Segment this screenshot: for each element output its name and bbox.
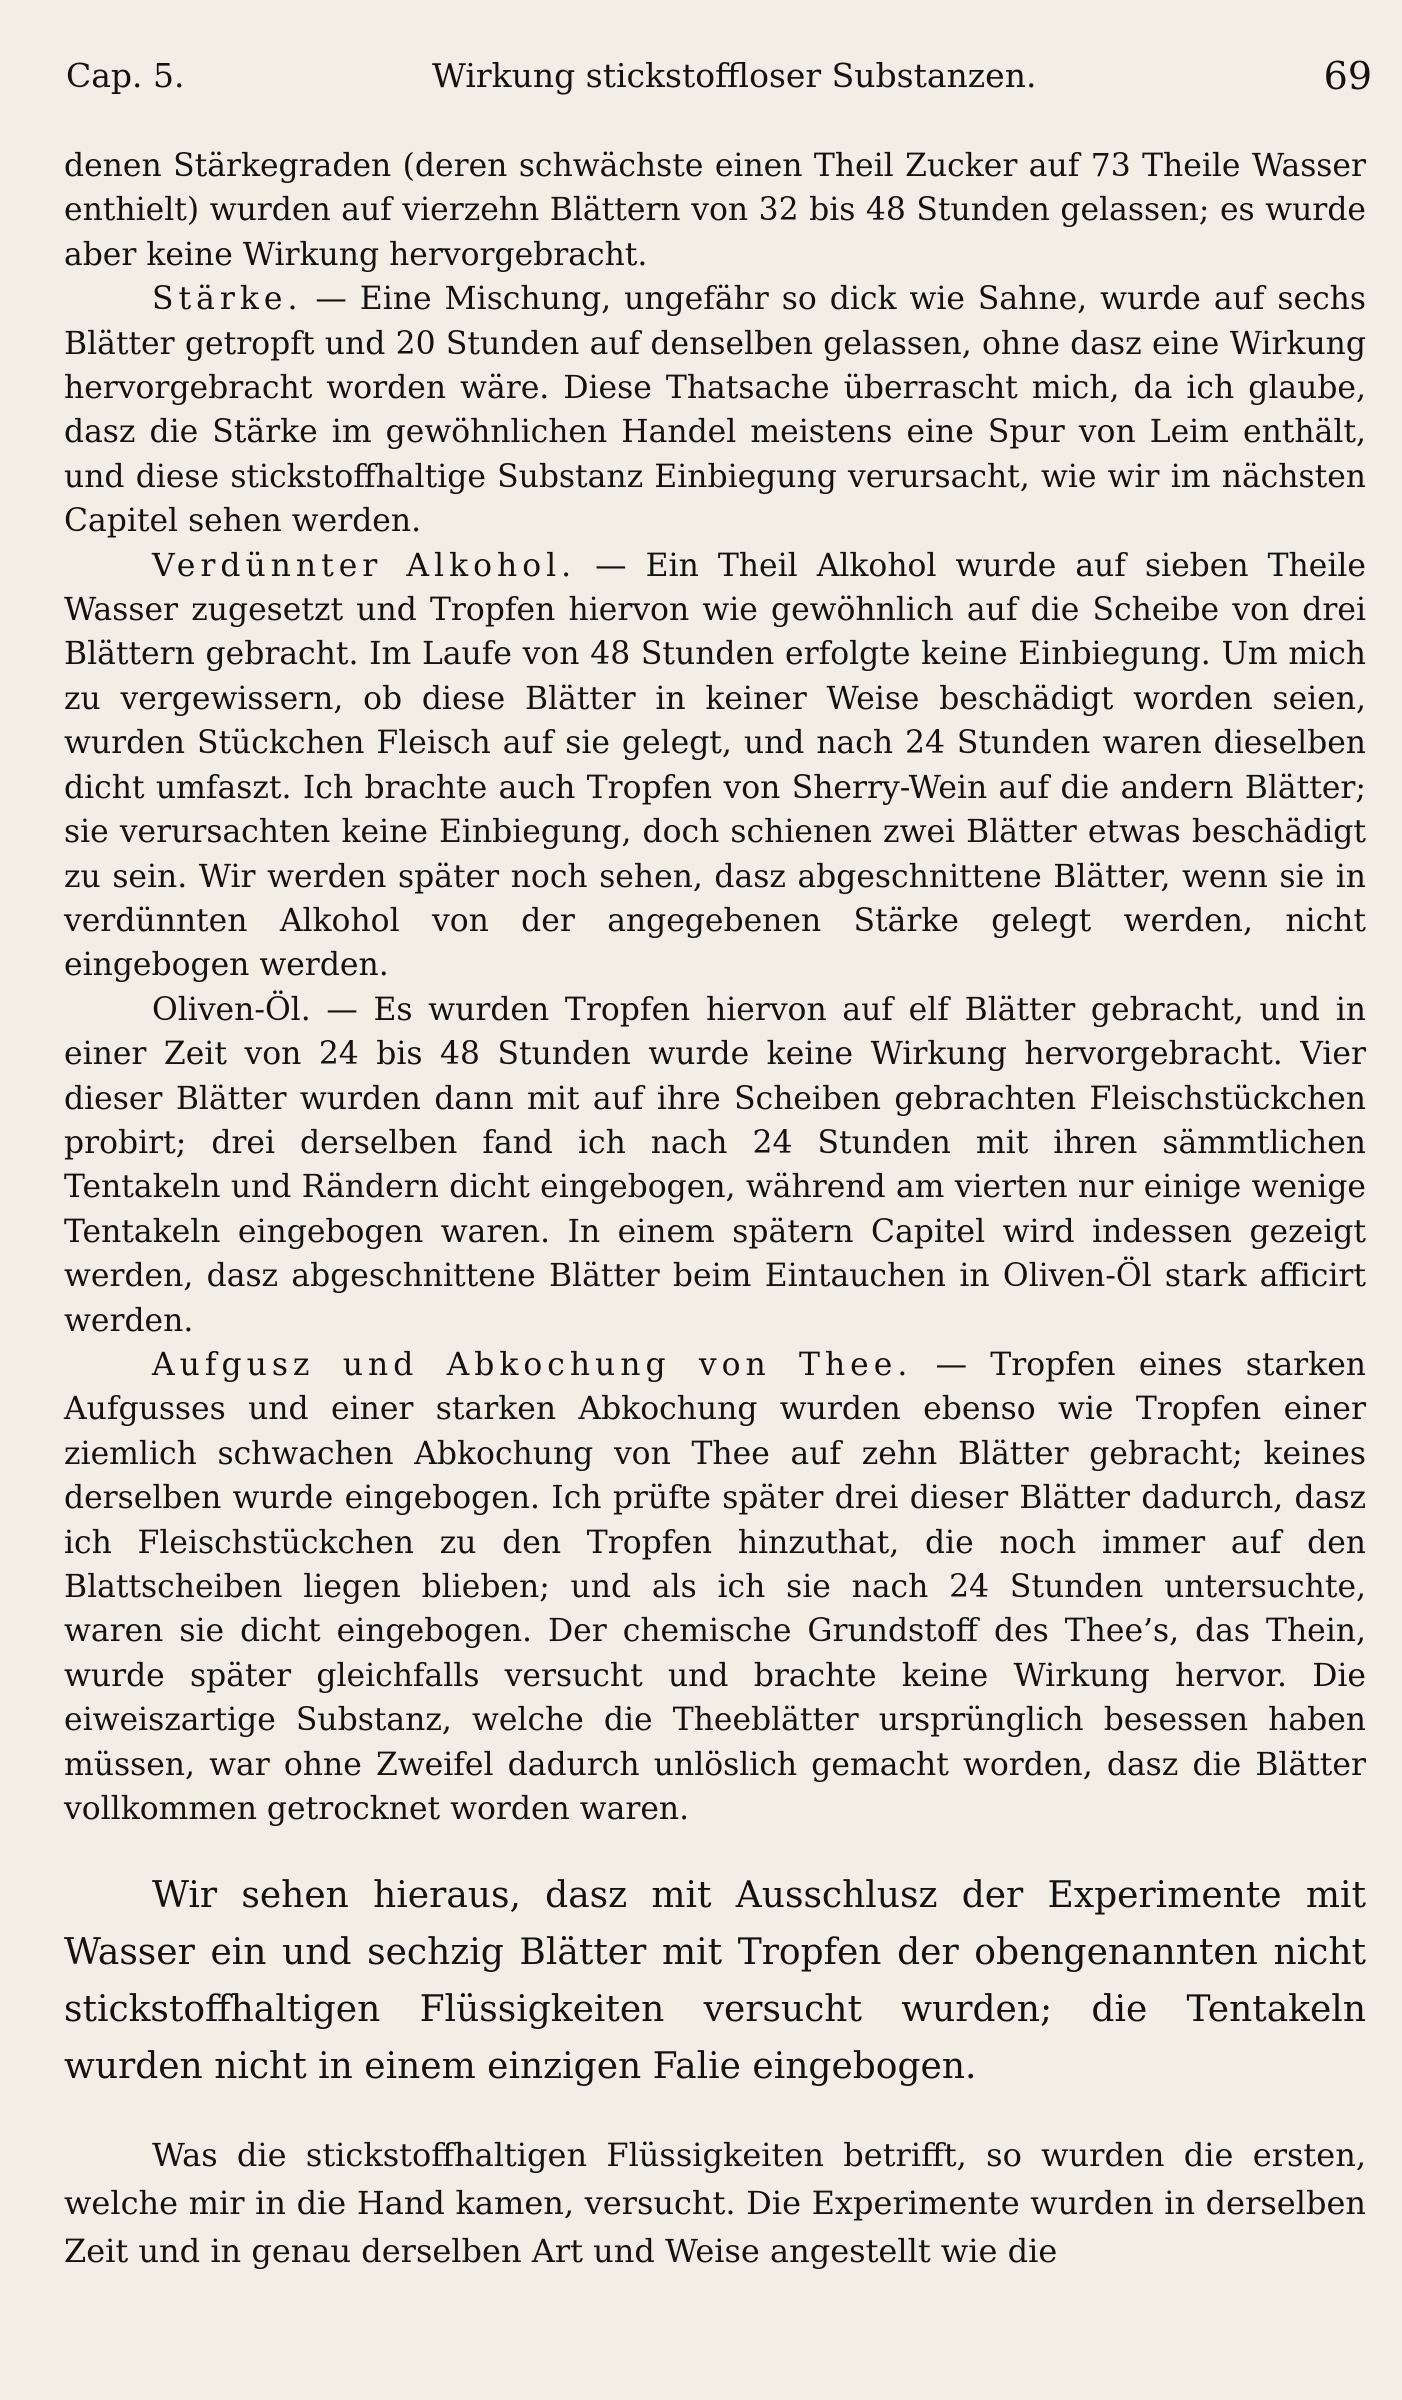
paragraph-text: — Eine Mischung, ungefähr so dick wie Sahne, wurde auf sechs Blätter getropft und 20 Stunden auf denselben gelassen, ohne dasz eine Wirkung hervorgebracht worden wäre. Diese Thatsache überrascht mich, da ich glaube, dasz die Stärke im gewöhnlichen Handel meistens eine Spur von Leim enthält, und diese stickstoffhaltige Substanz Einbiegung verursacht, wie wir im nächsten Capitel sehen werden.	[64, 281, 1366, 540]
paragraph-text: — Ein Theil Alkohol wurde auf sieben Theile Wasser zugesetzt und Tropfen hiervon wie gewöhnlich auf die Scheibe von drei Blättern gebracht. Im Laufe von 48 Stunden erfolgte keine Einbiegung. Um mich zu vergewissern, ob diese Blätter in keiner Weise beschädigt worden seien, wurden Stückchen Fleisch auf sie gelegt, und nach 24 Stunden waren dieselben dicht umfaszt. Ich brachte auch Tropfen von Sherry-Wein auf die andern Blätter; sie verursachten keine Einbiegung, doch schienen zwei Blätter etwas beschädigt zu sein. Wir werden später noch sehen, dasz abgeschnittene Blätter, wenn sie in verdünnten Alkohol von der angegebenen Stärke gelegt werden, nicht eingebogen werden.	[64, 547, 1366, 984]
summary-paragraph: Wir sehen hieraus, dasz mit Ausschlusz der Experimente mit Wasser ein und sechzig Blätter mit Tropfen der obengenannten nicht stickstoffhaltigen Flüssigkeiten versucht wurden; die Tentakeln wurden nicht in einem einzigen Falie eingebogen.	[64, 1875, 1366, 2088]
running-title: Wirkung stickstoffloser Substanzen.	[432, 56, 1037, 95]
paragraph-heading: Aufgusz und Abkochung von Thee.	[152, 1346, 913, 1383]
paragraph-heading: Oliven-Öl.	[152, 991, 311, 1028]
page-number: 69	[1323, 54, 1372, 98]
page-body	[64, 144, 1366, 2275]
paragraph-text: — Tropfen eines starken Aufgusses und einer starken Abkochung wurden ebenso wie Tropfen einer ziemlich schwachen Abkochung von Thee auf zehn Blätter gebracht; keines derselben wurde eingebogen. Ich prüfte später drei dieser Blätter dadurch, dasz ich Fleischstückchen zu den Tropfen hinzuthat, die noch immer auf den Blattscheiben liegen blieben; und als ich sie nach 24 Stunden untersuchte, waren sie dicht eingebogen. Der chemische Grundstoff des Thee’s, das Thein, wurde später gleichfalls versucht und brachte keine Wirkung hervor. Die eiweiszartige Substanz, welche die Theeblätter ursprünglich besessen haben müssen, war ohne Zweifel dadurch unlöslich gemacht worden, dasz die Blätter vollkommen getrocknet worden waren.	[64, 1346, 1366, 1828]
running-header	[66, 52, 1372, 100]
chapter-label: Cap. 5.	[66, 56, 185, 95]
paragraph-tea	[64, 1343, 1366, 1831]
paragraph-sugar-continued: denen Stärkegraden (deren schwächste einen Theil Zucker auf 73 Theile Wasser enthielt) wurden auf vierzehn Blättern von 32 bis 48 Stunden gelassen; es wurde aber keine Wirkung hervorgebracht.	[64, 148, 1366, 273]
paragraph-olive-oil	[64, 988, 1366, 1343]
paragraph-heading: Verdünnter Alkohol.	[152, 547, 577, 584]
paragraph-nitrogenous-fluids: Was die stickstoffhaltigen Flüssigkeiten betrifft, so wurden die ersten, welche mir in die Hand kamen, versucht. Die Experimente wurden in derselben Zeit und in genau derselben Art und Weise angestellt wie die	[64, 2136, 1366, 2271]
paragraph-heading: Stärke.	[152, 281, 303, 318]
paragraph-alcohol	[64, 544, 1366, 988]
paragraph-starch	[64, 277, 1366, 543]
paragraph-text: — Es wurden Tropfen hiervon auf elf Blätter gebracht, und in einer Zeit von 24 bis 48 Stunden wurde keine Wirkung hervorgebracht. Vier dieser Blätter wurden dann mit auf ihre Scheiben gebrachten Fleischstückchen probirt; drei derselben fand ich nach 24 Stunden mit ihren sämmtlichen Tentakeln und Rändern dicht eingebogen, während am vierten nur einige wenige Tentakeln eingebogen waren. In einem spätern Capitel wird indessen gezeigt werden, dasz abgeschnittene Blätter beim Eintauchen in Oliven-Öl stark afficirt werden.	[64, 991, 1366, 1339]
